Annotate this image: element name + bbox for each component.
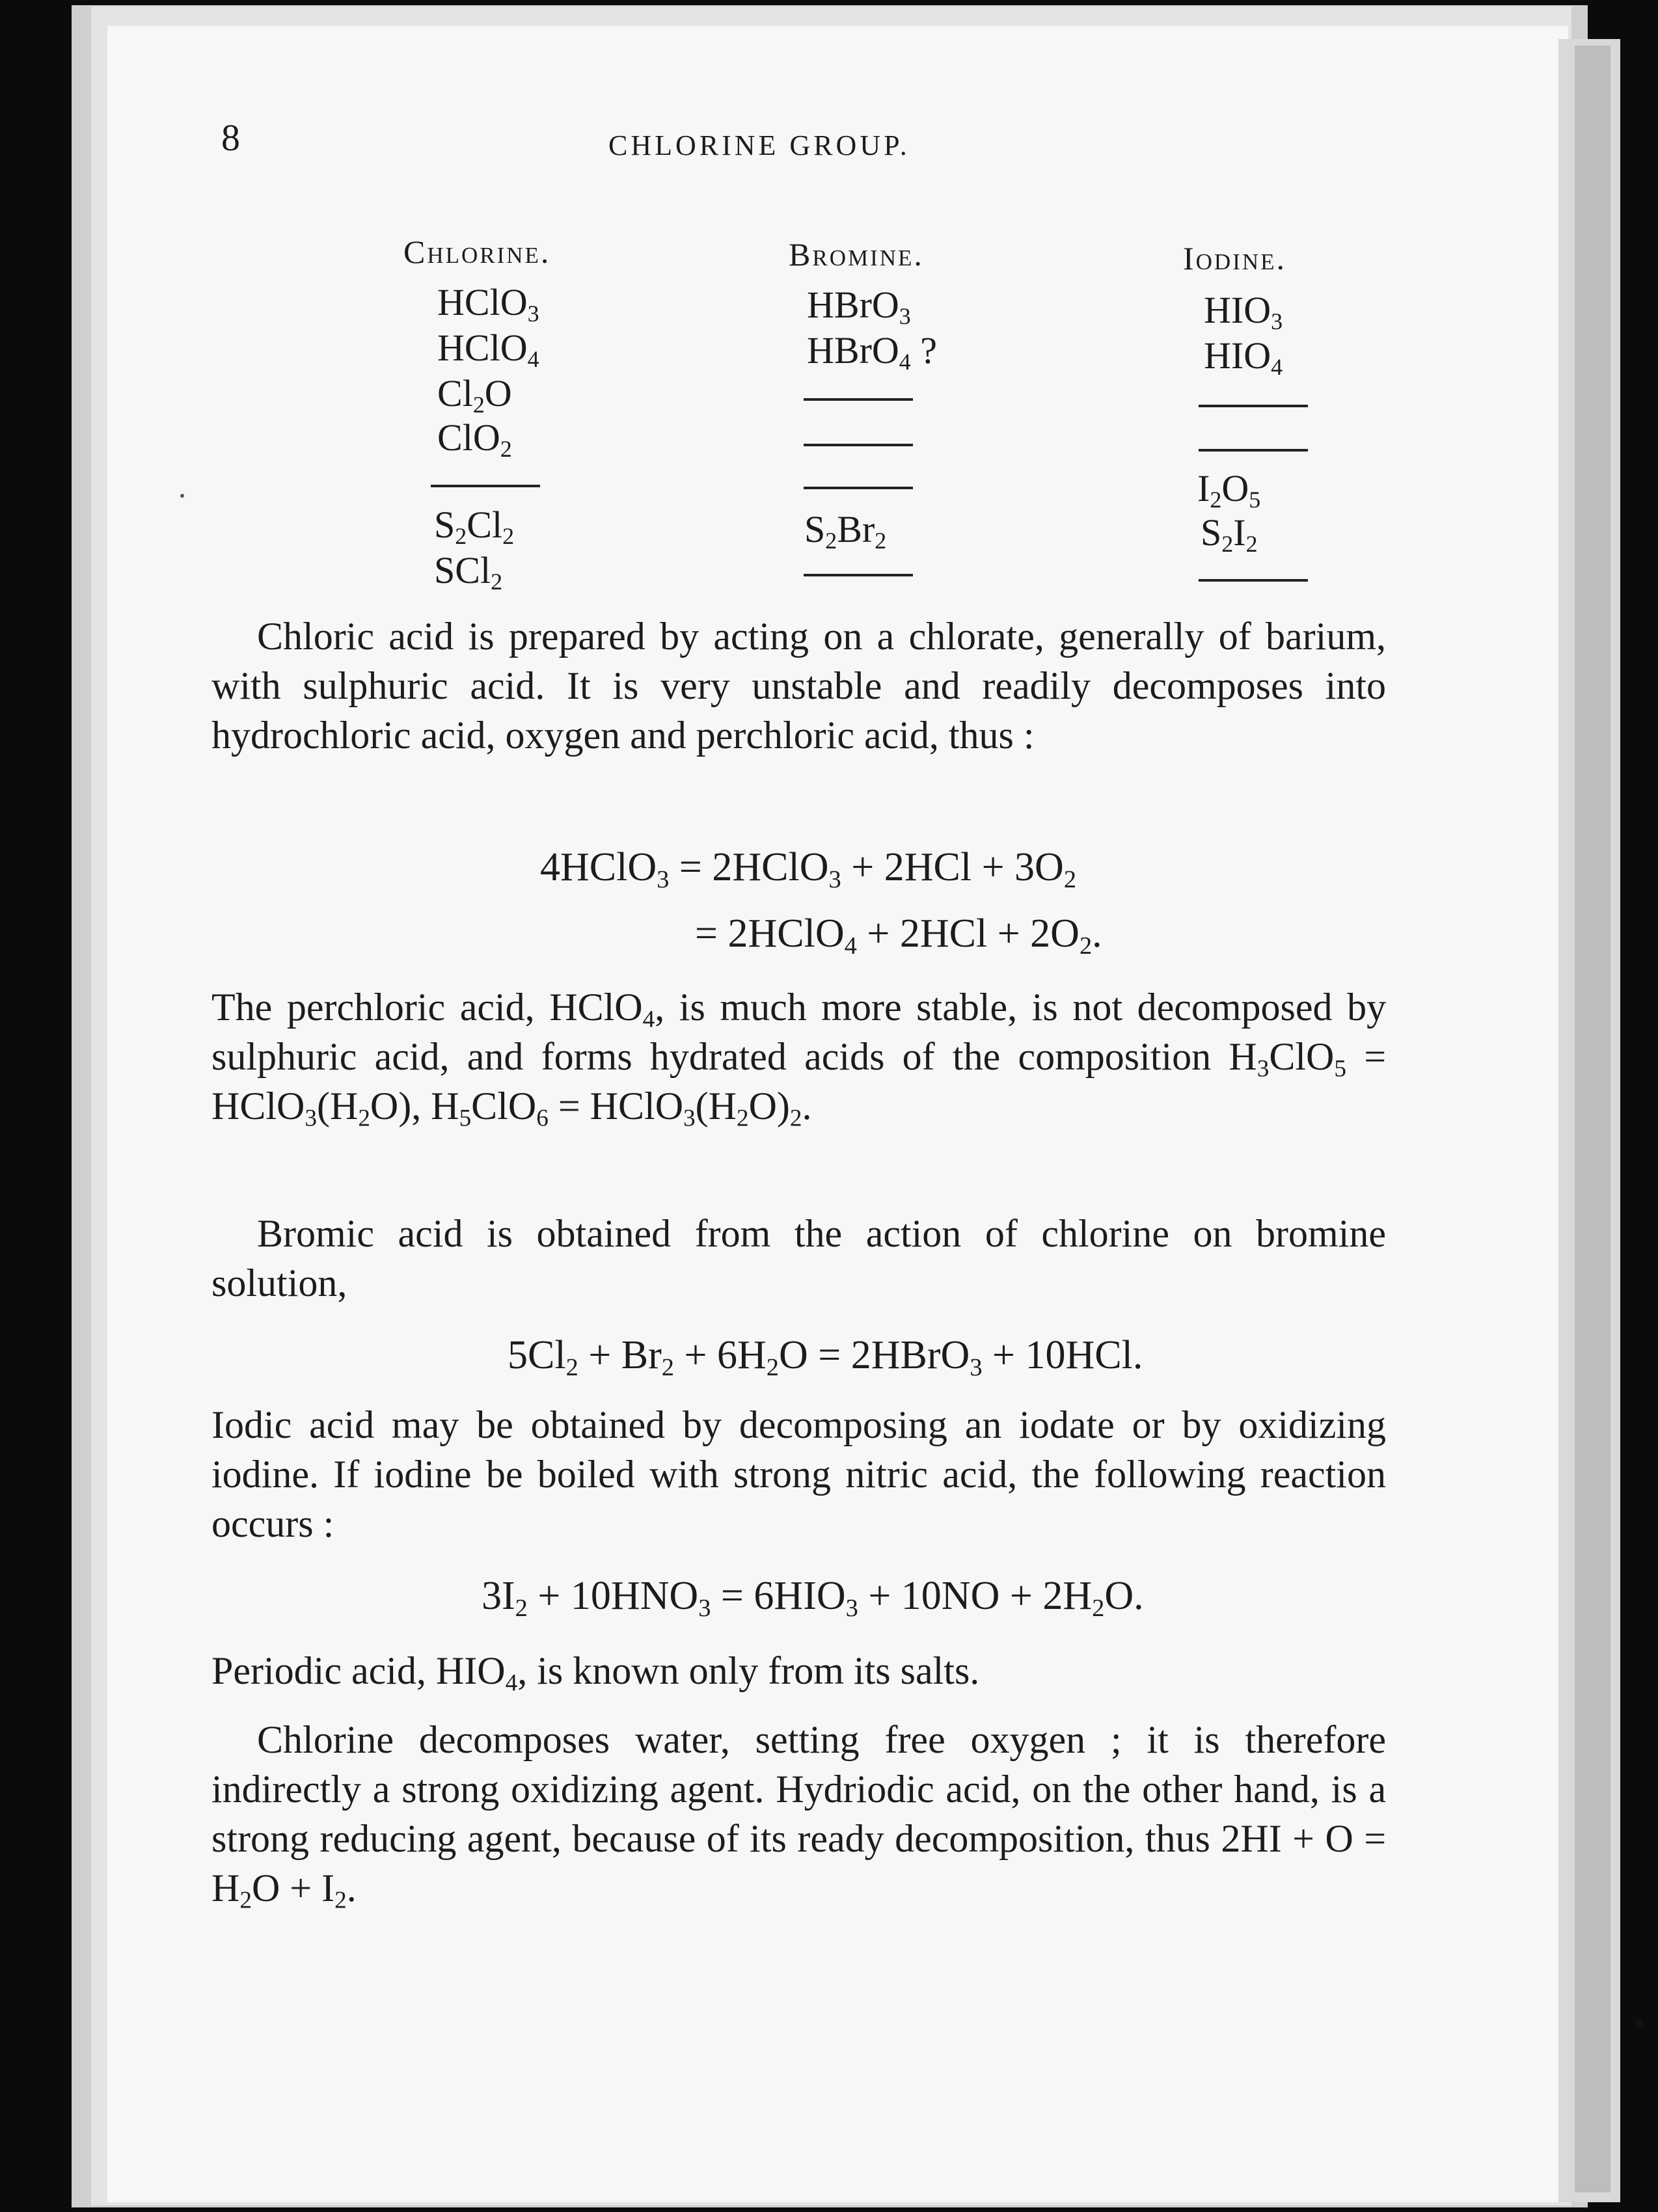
chlorine-row-7: SCl2	[434, 549, 503, 595]
iodine-row-5: I2O5	[1197, 467, 1261, 513]
iodine-row-3-dash	[1199, 405, 1308, 407]
paragraph-chloric-acid: Chloric acid is prepared by acting on a chlorate, generally of barium, with sulphuric acid. It is very unstable and readily decomposes into hydrochloric acid, oxygen and perchloric acid, thus :	[211, 615, 1386, 757]
paragraph-periodic-acid: Periodic acid, HIO4, is known only from its salts.	[211, 1649, 980, 1697]
equation-bromic-acid: 5Cl2 + Br2 + 6H2O = 2HBrO3 + 10HCl.	[508, 1333, 1143, 1381]
paragraph-iodic-acid: Iodic acid may be obtained by decomposing an iodate or by oxidizing iodine. If iodine be boiled with strong nitric acid, the following reaction occurs :	[211, 1403, 1386, 1545]
equation-chloric-decomposition-line-1: 4HClO3 = 2HClO3 + 2HCl + 3O2	[540, 845, 1077, 893]
iodine-row-6: S2I2	[1201, 511, 1258, 558]
chlorine-row-1: HClO3	[437, 281, 539, 327]
chlorine-row-2: HClO4	[437, 327, 539, 373]
chlorine-row-4: ClO2	[437, 416, 512, 463]
chlorine-row-5-dash	[431, 485, 540, 487]
bromine-row-5-dash	[804, 487, 913, 489]
paragraph-bromic-acid: Bromic acid is obtained from the action of chlorine on bromine solution,	[211, 1212, 1386, 1304]
column-heading-iodine: Iodine.	[1183, 240, 1287, 276]
iodine-row-7-dash	[1199, 579, 1308, 582]
paragraph-chlorine-oxidizing: Chlorine decomposes water, setting free oxygen ; it is therefore indirectly a strong oxidizing agent. Hydriodic acid, on the other hand, is a strong reducing agent, because of its ready decomposition, thus 2HI + O = H2O + I2.	[211, 1718, 1387, 1914]
column-heading-bromine: Bromine.	[789, 236, 924, 273]
bromine-row-6: S2Br2	[804, 508, 887, 554]
bromine-row-7-dash	[804, 574, 913, 576]
running-title: CHLORINE GROUP.	[608, 129, 910, 161]
paragraph-perchloric-acid: The perchloric acid, HClO4, is much more stable, is not decomposed by sulphuric acid, and forms hydrated acids of the composition H3ClO5 = HClO3(H2O), H5ClO6 = HClO3(H2O)2.	[211, 986, 1387, 1132]
iodine-row-2: HIO4	[1204, 334, 1283, 381]
chlorine-row-6: S2Cl2	[434, 504, 515, 550]
page-number: 8	[221, 116, 240, 159]
equation-iodic-acid: 3I2 + 10HNO3 = 6HIO3 + 10NO + 2H2O.	[482, 1574, 1144, 1622]
bromine-row-3-dash	[804, 398, 913, 401]
iodine-row-1: HIO3	[1204, 289, 1283, 335]
column-heading-chlorine: Chlorine.	[403, 234, 551, 270]
chlorine-row-3: Cl2O	[437, 372, 512, 418]
bromine-row-1: HBrO3	[807, 284, 911, 330]
equation-chloric-decomposition-line-2: = 2HClO4 + 2HCl + 2O2.	[695, 911, 1102, 960]
bromine-row-2: HBrO4 ?	[807, 329, 938, 375]
bromine-row-4-dash	[804, 444, 913, 446]
iodine-row-4-dash	[1199, 449, 1308, 452]
